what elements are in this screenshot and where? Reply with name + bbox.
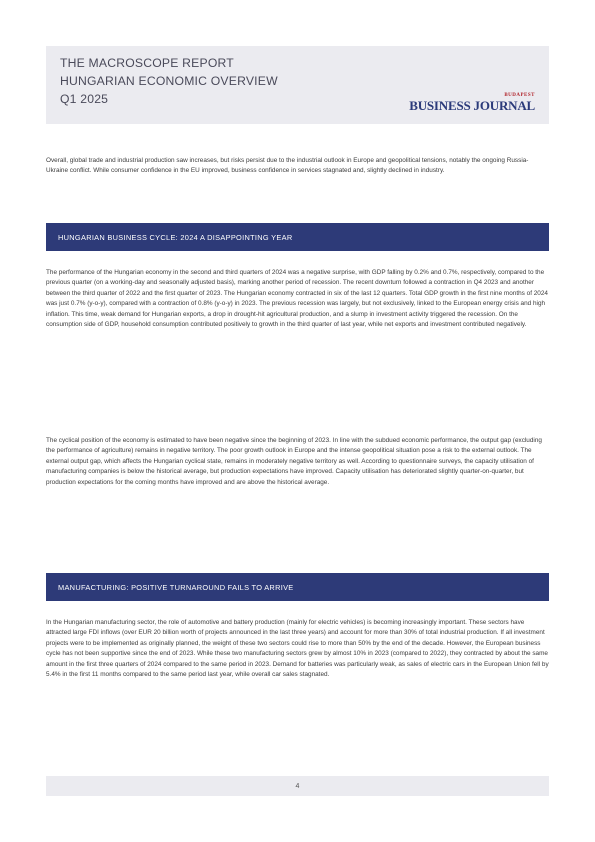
- publisher-logo: [409, 93, 535, 113]
- business-cycle-paragraph-2: The cyclical position of the economy is estimated to have been negative since the beginning of 2023. In line with the subdued economic performance, the output gap (excluding the performance of agriculture) remains in negative territory. The poor growth outlook in Europe and the intense geopolitical situation pose a risk to the external outlook. The external output gap, which affects the Hungarian cyclical state, remains in moderately negative territory as well. According to questionnaire surveys, the capacity utilisation of manufacturing companies is below the historical average, but production expectations have improved. Capacity utilisation has deteriorated slightly quarter-on-quarter, but production expectations for the coming months have improved and are above the historical average.: [46, 437, 542, 486]
- report-header: [46, 46, 549, 124]
- report-series-title: THE MACROSCOPE REPORT: [60, 56, 234, 70]
- section-heading-business-cycle: [46, 223, 549, 251]
- section-heading-text: HUNGARIAN BUSINESS CYCLE: 2024 A DISAPPOINTING YEAR: [58, 232, 293, 242]
- manufacturing-paragraph-1: In the Hungarian manufacturing sector, the role of automotive and battery production (mainly for electric vehicles) is becoming increasingly important. These sectors have attracted large FDI inflows (over EUR 20 billion worth of projects announced in the last three years) and account for more than 30% of total industrial production. If all investment projects were to be implemented as originally planned, the weight of these two sectors could rise to more than 50% by the end of the decade. However, the European business cycle has not been supportive since the end of 2023. While these two manufacturing sectors grew by almost 10% in 2023 (compared to 2022), they contracted by about the same amount in the first three quarters of 2024 compared to the same period in 2023. Demand for batteries was particularly weak, as sales of electric cars in the European Union fell by 5.4% in the first 11 months compared to the same period last year, while overall car sales stagnated.: [46, 619, 549, 679]
- page-number: 4: [295, 782, 300, 790]
- section-heading-manufacturing: [46, 573, 549, 601]
- section-heading-text: MANUFACTURING: POSITIVE TURNAROUND FAILS TO ARRIVE: [58, 582, 294, 592]
- intro-paragraph: Overall, global trade and industrial production saw increases, but risks persist due to the industrial outlook in Europe and geopolitical tensions, notably the ongoing Russia-Ukraine conflict. While consumer confidence in the EU improved, business confidence in services stagnated and, slightly declined in industry.: [46, 157, 529, 175]
- logo-name-text: BUSINESS JOURNAL: [409, 98, 535, 113]
- report-title: HUNGARIAN ECONOMIC OVERVIEW: [60, 74, 278, 88]
- logo-city-text: BUDAPEST: [504, 93, 535, 98]
- business-cycle-paragraph-1: The performance of the Hungarian economy in the second and third quarters of 2024 was a negative surprise, with GDP falling by 0.2% and 0.7%, respectively, compared to the previous quarter (on a working-day and seasonally adjusted basis), marking another period of recession. The recent downturn followed a contraction in Q4 2023 and another between the third quarter of 2022 and the first quarter of 2023. The Hungarian economy contracted in six of the last 12 quarters. Total GDP growth in the first nine months of 2024 was just 0.7% (y-o-y), compared with a contraction of 0.8% (y-o-y) in 2023. The previous recession was largely, but not exclusively, linked to the European energy crisis and high inflation. This time, weak demand for Hungarian exports, a drop in drought-hit agricultural production, and a slump in investment activity triggered the recession. On the consumption side of GDP, household consumption contributed positively to growth in the third quarter of last year, while net exports and investment contributed negatively.: [46, 269, 548, 329]
- page-footer: [46, 776, 549, 796]
- report-period: Q1 2025: [60, 92, 109, 106]
